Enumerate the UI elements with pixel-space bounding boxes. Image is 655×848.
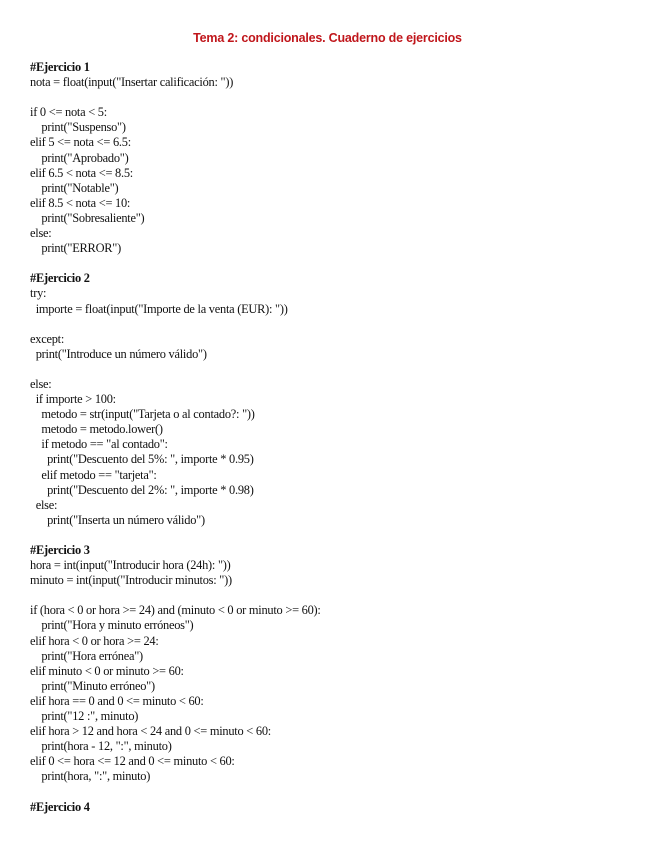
exercise-heading: #Ejercicio 4 [30,799,90,814]
code-line: else: [30,376,52,391]
code-line: elif 0 <= hora <= 12 and 0 <= minuto < 60: [30,754,235,769]
exercise-heading: #Ejercicio 2 [30,271,90,286]
code-line: print("Notable") [30,180,119,195]
code-line: elif hora == 0 and 0 <= minuto < 60: [30,693,204,708]
blank-line [30,528,630,543]
code-line: hora = int(input("Introducir hora (24h): ")) [30,558,231,573]
blank-line [30,90,630,105]
blank-line [30,317,630,332]
blank-line [30,588,630,603]
code-line: if 0 <= nota < 5: [30,105,107,120]
code-line: print("Suspenso") [30,120,126,135]
code-line: if importe > 100: [30,392,116,407]
exercise-heading: #Ejercicio 1 [30,60,90,74]
code-line: print("Hora y minuto erróneos") [30,618,194,633]
code-line: print("Minuto erróneo") [30,678,155,693]
code-line: elif hora < 0 or hora >= 24: [30,633,159,648]
code-line: elif hora > 12 and hora < 24 and 0 <= minuto < 60: [30,724,271,739]
code-line: print("ERROR") [30,241,121,256]
code-line: else: [30,497,58,512]
code-line: elif 8.5 < nota <= 10: [30,195,131,210]
code-line: elif 5 <= nota <= 6.5: [30,135,131,150]
code-line: else: [30,226,52,241]
code-line: nota = float(input("Insertar calificación: ")) [30,75,234,90]
code-line: print("Descuento del 2%: ", importe * 0.98) [30,482,254,497]
code-line: print("Hora errónea") [30,648,143,663]
code-line: print("Introduce un número válido") [30,346,207,361]
code-line: print(hora, ":", minuto) [30,769,151,784]
code-line: elif minuto < 0 or minuto >= 60: [30,663,184,678]
blank-line [30,785,630,800]
code-line: except: [30,331,65,346]
code-line: importe = float(input("Importe de la venta (EUR): ")) [30,301,288,316]
code-line: print("Descuento del 5%: ", importe * 0.95) [30,452,254,467]
code-line: if (hora < 0 or hora >= 24) and (minuto < 0 or minuto >= 60): [30,603,321,618]
code-line: elif metodo == "tarjeta": [30,467,157,482]
document-title: Tema 2: condicionales. Cuaderno de ejercicios [193,31,462,45]
code-line: if metodo == "al contado": [30,437,168,452]
code-listing [30,60,630,815]
exercise-heading: #Ejercicio 3 [30,543,90,557]
blank-line [30,256,630,271]
code-line: print("Aprobado") [30,150,129,165]
code-line: print("12 :", minuto) [30,709,139,724]
code-line: minuto = int(input("Introducir minutos: ")) [30,573,232,588]
code-line: metodo = metodo.lower() [30,422,163,437]
code-line: print(hora - 12, ":", minuto) [30,739,172,754]
code-line: print("Sobresaliente") [30,210,145,225]
code-line: elif 6.5 < nota <= 8.5: [30,165,133,180]
blank-line [30,362,630,377]
code-line: metodo = str(input("Tarjeta o al contado?: ")) [30,407,255,422]
code-line: try: [30,286,47,301]
code-line: print("Inserta un número válido") [30,512,205,527]
